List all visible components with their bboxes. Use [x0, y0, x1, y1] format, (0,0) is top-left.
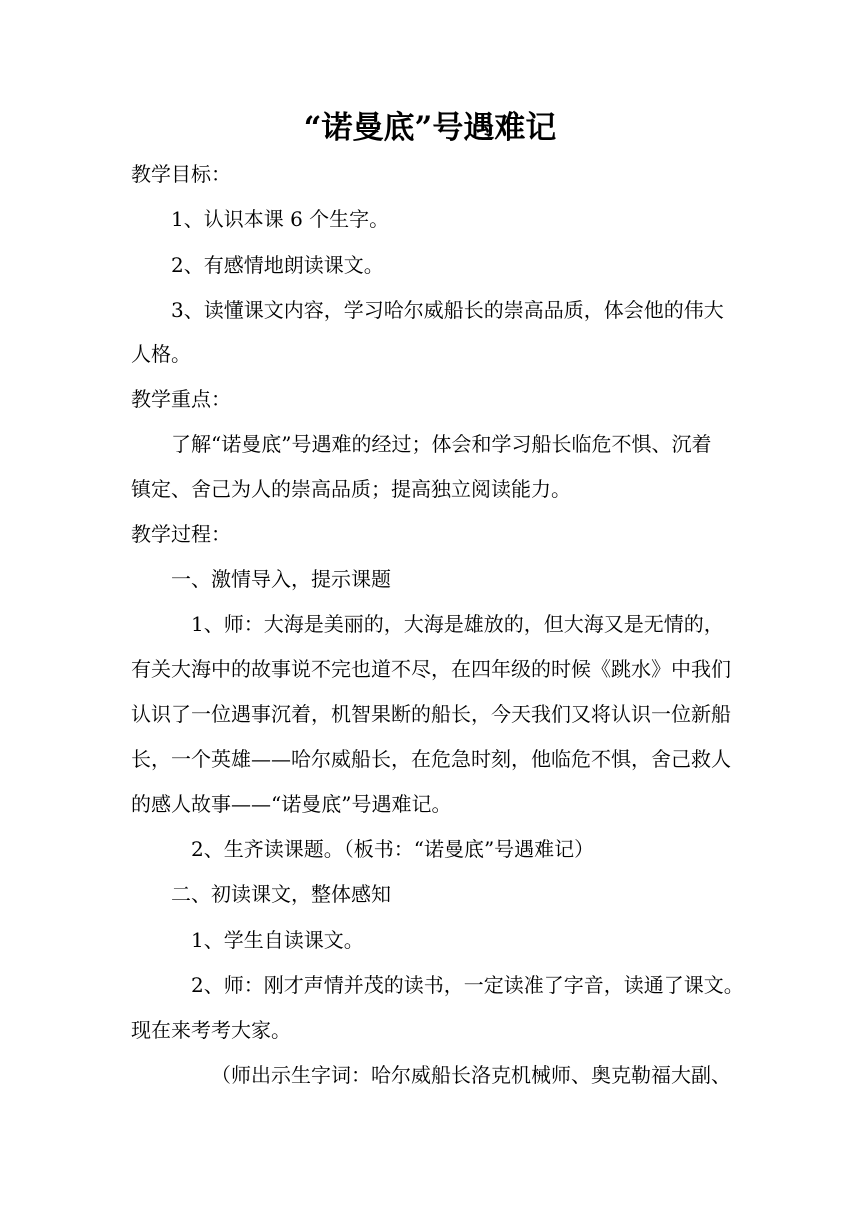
section-heading-process: 教学过程： [131, 522, 231, 546]
key-points-line-1: 了解“诺曼底”号遇难的经过；体会和学习船长临危不惧、沉着 [171, 432, 712, 456]
process-vocab-line: （师出示生字词：哈尔威船长洛克机械师、奥克勒福大副、 [211, 1063, 731, 1087]
objective-item-2: 2、有感情地朗读课文。 [171, 253, 384, 277]
process-paragraph-line-1: 1、师：大海是美丽的，大海是雄放的，但大海又是无情的， [191, 612, 724, 636]
process-paragraph-line-2: 有关大海中的故事说不完也道不尽，在四年级的时候《跳水》中我们 [131, 657, 731, 681]
process-read-title: 2、生齐读课题。（板书：“诺曼底”号遇难记） [191, 837, 595, 861]
process-paragraph-line-3: 认识了一位遇事沉着，机智果断的船长，今天我们又将认识一位新船 [131, 702, 731, 726]
section-heading-key-points: 教学重点： [131, 387, 231, 411]
document-title: “诺曼底”号遇难记 [303, 110, 557, 146]
process-step-2-heading: 二、初读课文，整体感知 [171, 882, 391, 906]
section-heading-objectives: 教学目标： [131, 162, 231, 186]
process-check-line-1: 2、师：刚才声情并茂的读书，一定读准了字音，读通了课文。 [191, 973, 744, 997]
process-paragraph-line-4: 长，一个英雄——哈尔威船长，在危急时刻，他临危不惧，舍己救人 [131, 747, 731, 771]
objective-item-3-line-1: 3、读懂课文内容，学习哈尔威船长的崇高品质，体会他的伟大 [171, 298, 724, 322]
process-self-read: 1、学生自读课文。 [191, 928, 364, 952]
objective-item-3-line-2: 人格。 [131, 342, 191, 366]
process-step-1-heading: 一、激情导入，提示课题 [171, 567, 391, 591]
process-paragraph-line-5: 的感人故事——“诺曼底”号遇难记。 [131, 792, 452, 816]
key-points-line-2: 镇定、舍己为人的崇高品质；提高独立阅读能力。 [131, 477, 571, 501]
objective-item-1: 1、认识本课 6 个生字。 [171, 207, 390, 231]
process-check-line-2: 现在来考考大家。 [131, 1018, 291, 1042]
